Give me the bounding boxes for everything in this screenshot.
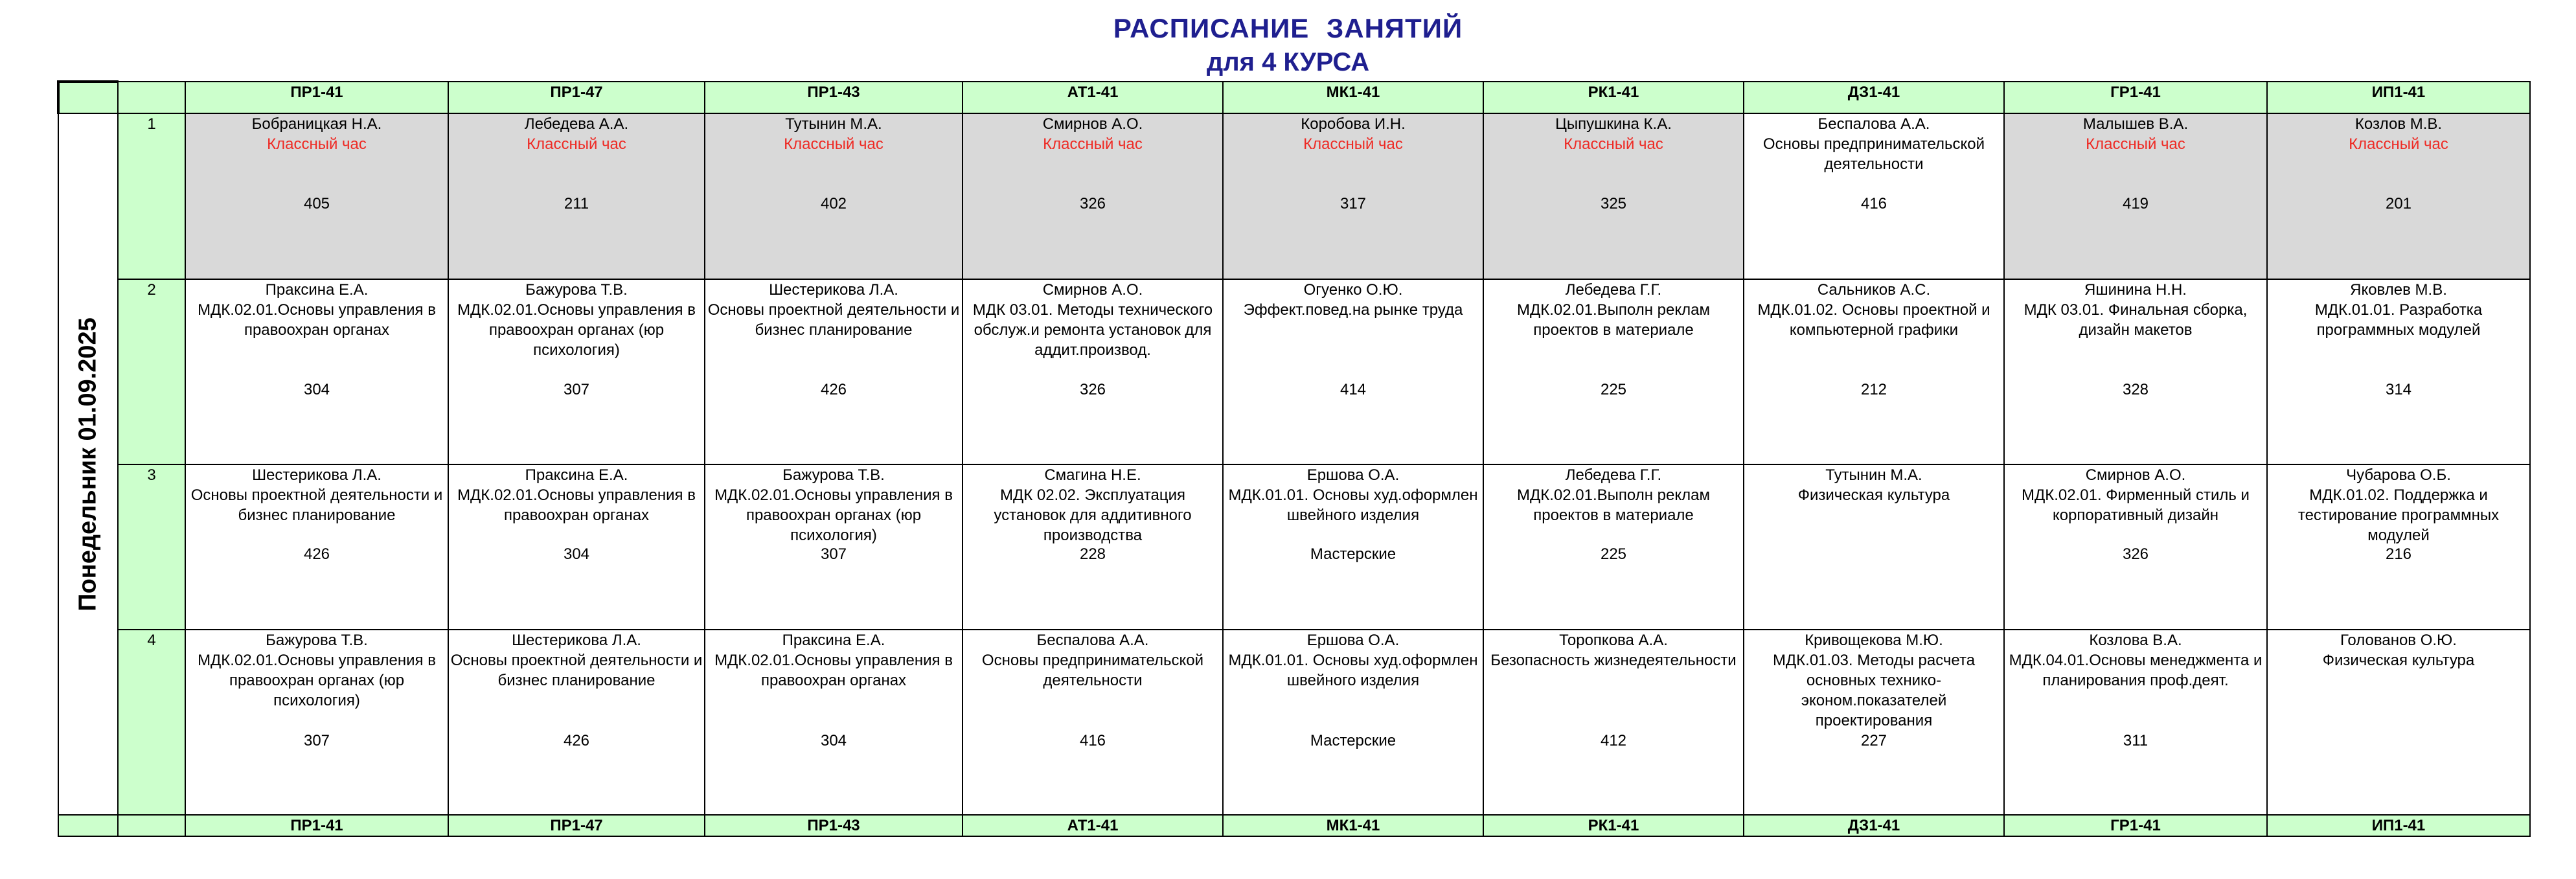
room-number: 412 — [1600, 732, 1627, 749]
group-header: ИП1-41 — [2267, 82, 2530, 113]
lesson-cell — [1483, 113, 1744, 279]
teacher-name: Огуенко О.Ю. — [1303, 281, 1403, 299]
room-number: 307 — [563, 381, 590, 398]
group-header-row — [58, 82, 2530, 113]
lesson-cell — [1744, 630, 2004, 815]
room-number: 307 — [820, 545, 847, 563]
room-number: 225 — [1600, 381, 1627, 398]
subject-name: Классный час — [2349, 135, 2448, 153]
teacher-name: Лебедева А.А. — [524, 115, 629, 133]
footer-corner-cell — [58, 815, 118, 836]
room-number: 414 — [1339, 381, 1367, 398]
room-number: 304 — [563, 545, 590, 563]
lesson-cell — [705, 464, 963, 630]
lesson-cell — [2267, 113, 2530, 279]
subject-name: Эффект.повед.на рынке труда — [1243, 301, 1463, 319]
subject-name: Физическая культура — [1797, 486, 1950, 504]
group-footer: АТ1-41 — [963, 815, 1223, 836]
teacher-name: Цыпушкина К.А. — [1555, 115, 1672, 133]
room-number: 314 — [2385, 381, 2412, 398]
day-label: Понедельник 01.09.2025 — [74, 317, 102, 611]
subject-name: МДК.02.01.Основы управления в правоохран органах — [714, 652, 953, 689]
teacher-name: Смирнов А.О. — [2085, 466, 2186, 484]
teacher-name: Лебедева Г.Г. — [1565, 466, 1662, 484]
teacher-name: Бажурова Т.В. — [266, 632, 368, 649]
subject-name: МДК 03.01. Финальная сборка, дизайн макетов — [2023, 301, 2248, 339]
group-footer-row — [58, 815, 2530, 836]
subject-name: Основы предпринимательской деятельности — [981, 652, 1204, 689]
corner-cell-2 — [118, 82, 185, 113]
lesson-cell — [185, 464, 448, 630]
lesson-cell — [1483, 279, 1744, 464]
footer-corner-cell-2 — [118, 815, 185, 836]
room-number: 211 — [564, 195, 589, 212]
period-row — [58, 113, 2530, 279]
room-number: 227 — [1860, 732, 1887, 749]
day-cell — [58, 113, 118, 815]
lesson-cell — [1744, 279, 2004, 464]
subject-name: Классный час — [267, 135, 367, 153]
teacher-name: Козлова В.А. — [2089, 632, 2182, 649]
group-header: ДЗ1-41 — [1744, 82, 2004, 113]
group-footer: ПР1-43 — [705, 815, 963, 836]
teacher-name: Яковлев М.В. — [2350, 281, 2447, 299]
lesson-cell — [185, 630, 448, 815]
subject-name: Классный час — [527, 135, 626, 153]
teacher-name: Беспалова А.А. — [1818, 115, 1930, 133]
subject-name: МДК.02.01.Основы управления в правоохран органах (юр психология) — [198, 652, 436, 709]
subject-name: Классный час — [1564, 135, 1663, 153]
subject-name: Классный час — [1303, 135, 1403, 153]
subject-name: МДК.02.01.Выполн реклам проектов в материале — [1517, 486, 1710, 524]
lesson-cell — [1744, 113, 2004, 279]
group-footer: ПР1-47 — [448, 815, 705, 836]
teacher-name: Смагина Н.Е. — [1044, 466, 1141, 484]
subject-name: Физическая культура — [2322, 652, 2475, 669]
teacher-name: Праксина Е.А. — [782, 632, 885, 649]
period-row — [58, 630, 2530, 815]
subject-name: МДК.01.02. Поддержка и тестирование программных модулей — [2297, 486, 2500, 544]
room-number: 326 — [2122, 545, 2149, 563]
subject-name: Классный час — [2086, 135, 2185, 153]
teacher-name: Шестерикова Л.А. — [252, 466, 382, 484]
teacher-name: Смирнов А.О. — [1042, 115, 1143, 133]
room-number: 402 — [820, 195, 847, 212]
teacher-name: Малышев В.А. — [2082, 115, 2189, 133]
lesson-cell — [1483, 464, 1744, 630]
room-number: 405 — [303, 195, 330, 212]
teacher-name: Яшинина Н.Н. — [2084, 281, 2187, 299]
group-footer: ДЗ1-41 — [1744, 815, 2004, 836]
lesson-cell — [963, 464, 1223, 630]
room-number: 426 — [563, 732, 590, 749]
subject-name: Безопасность жизнедеятельности — [1490, 652, 1737, 669]
room-number: 426 — [820, 381, 847, 398]
page-title: РАСПИСАНИЕ ЗАНЯТИЙ — [1113, 13, 1463, 43]
group-header: ПР1-43 — [705, 82, 963, 113]
teacher-name: Смирнов А.О. — [1042, 281, 1143, 299]
room-number: 317 — [1339, 195, 1367, 212]
subject-name: Основы проектной деятельности и бизнес планирование — [707, 301, 960, 339]
group-footer: МК1-41 — [1223, 815, 1483, 836]
teacher-name: Бажурова Т.В. — [782, 466, 885, 484]
lesson-cell — [448, 630, 705, 815]
subject-name: МДК 02.02. Эксплуатация установок для аддитивного производства — [994, 486, 1192, 544]
period-row — [58, 279, 2530, 464]
lesson-cell — [2004, 279, 2267, 464]
subject-name: Основы проектной деятельности и бизнес планирование — [450, 652, 703, 689]
room-number: 212 — [1860, 381, 1887, 398]
room-number: 426 — [303, 545, 330, 563]
subject-name: МДК.02.01. Фирменный стиль и корпоративный дизайн — [2022, 486, 2250, 524]
group-header: ПР1-47 — [448, 82, 705, 113]
room-number: 307 — [303, 732, 330, 749]
lesson-cell — [1223, 279, 1483, 464]
lesson-cell — [963, 113, 1223, 279]
teacher-name: Бажурова Т.В. — [525, 281, 628, 299]
lesson-cell — [2004, 113, 2267, 279]
lesson-cell — [448, 113, 705, 279]
teacher-name: Кривощекова М.Ю. — [1805, 632, 1943, 649]
teacher-name: Шестерикова Л.А. — [769, 281, 898, 299]
lesson-cell — [2267, 279, 2530, 464]
corner-cell — [58, 82, 118, 113]
subject-name: МДК.01.01. Основы худ.оформлен швейного изделия — [1228, 652, 1478, 689]
lesson-cell — [185, 279, 448, 464]
subject-name: МДК.01.02. Основы проектной и компьютерной графики — [1757, 301, 1990, 339]
teacher-name: Ершова О.А. — [1306, 466, 1400, 484]
subject-name: МДК.02.01.Выполн реклам проектов в материале — [1517, 301, 1710, 339]
lesson-cell — [705, 630, 963, 815]
subject-name: МДК.02.01.Основы управления в правоохран органах — [457, 486, 696, 524]
group-footer: РК1-41 — [1483, 815, 1744, 836]
room-number: 311 — [2123, 732, 2149, 749]
group-header: РК1-41 — [1483, 82, 1744, 113]
teacher-name: Ершова О.А. — [1306, 632, 1400, 649]
lesson-cell — [705, 113, 963, 279]
room-number: 328 — [2122, 381, 2149, 398]
period-number: 1 — [118, 113, 185, 279]
room-number: 304 — [820, 732, 847, 749]
lesson-cell — [1223, 113, 1483, 279]
lesson-cell — [2004, 630, 2267, 815]
lesson-cell — [1483, 630, 1744, 815]
teacher-name: Коробова И.Н. — [1301, 115, 1406, 133]
schedule-table — [57, 80, 2531, 837]
page-subtitle: для 4 КУРСА — [1206, 48, 1370, 76]
subject-name: Основы предпринимательской деятельности — [1762, 135, 1985, 173]
group-footer: ИП1-41 — [2267, 815, 2530, 836]
group-footer: ПР1-41 — [185, 815, 448, 836]
teacher-name: Козлов М.В. — [2354, 115, 2443, 133]
teacher-name: Бобраницкая Н.А. — [251, 115, 382, 133]
teacher-name: Праксина Е.А. — [525, 466, 628, 484]
subject-name: Классный час — [784, 135, 883, 153]
room-number: 201 — [2385, 195, 2412, 212]
lesson-cell — [963, 630, 1223, 815]
teacher-name: Тутынин М.А. — [785, 115, 882, 133]
lesson-cell — [1223, 630, 1483, 815]
teacher-name: Сальников А.С. — [1817, 281, 1931, 299]
room-number: Мастерские — [1310, 545, 1396, 563]
subject-name: МДК.02.01.Основы управления в правоохран органах — [198, 301, 436, 339]
room-number: 216 — [2385, 545, 2412, 563]
lesson-cell — [1223, 464, 1483, 630]
subject-name: МДК 03.01. Методы технического обслуж.и ремонта установок для аддит.производ. — [972, 301, 1213, 359]
room-number: 304 — [303, 381, 330, 398]
room-number: 325 — [1600, 195, 1627, 212]
teacher-name: Лебедева Г.Г. — [1565, 281, 1662, 299]
lesson-cell — [963, 279, 1223, 464]
teacher-name: Торопкова А.А. — [1559, 632, 1668, 649]
room-number: 228 — [1079, 545, 1106, 563]
lesson-cell — [448, 279, 705, 464]
lesson-cell — [2267, 630, 2530, 815]
teacher-name: Голованов О.Ю. — [2340, 632, 2457, 649]
group-header: АТ1-41 — [963, 82, 1223, 113]
teacher-name: Чубарова О.Б. — [2346, 466, 2451, 484]
teacher-name: Праксина Е.А. — [265, 281, 369, 299]
subject-name: Основы проектной деятельности и бизнес планирование — [190, 486, 443, 524]
period-number: 4 — [118, 630, 185, 815]
lesson-cell — [448, 464, 705, 630]
period-row — [58, 464, 2530, 630]
subject-name: Классный час — [1043, 135, 1143, 153]
group-footer: ГР1-41 — [2004, 815, 2267, 836]
lesson-cell — [185, 113, 448, 279]
room-number: 416 — [1860, 195, 1887, 212]
subject-name: МДК.02.01.Основы управления в правоохран органах (юр психология) — [714, 486, 953, 544]
lesson-cell — [2267, 464, 2530, 630]
room-number: 326 — [1079, 195, 1106, 212]
room-number: 416 — [1079, 732, 1106, 749]
teacher-name: Тутынин М.А. — [1825, 466, 1922, 484]
room-number: Мастерские — [1310, 732, 1396, 749]
subject-name: МДК.01.01. Основы худ.оформлен швейного изделия — [1228, 486, 1478, 524]
subject-name: МДК.01.01. Разработка программных модулей — [2314, 301, 2483, 339]
room-number: 419 — [2122, 195, 2149, 212]
subject-name: МДК.02.01.Основы управления в правоохран органах (юр психология) — [457, 301, 696, 359]
period-number: 3 — [118, 464, 185, 630]
lesson-cell — [1744, 464, 2004, 630]
lesson-cell — [2004, 464, 2267, 630]
room-number: 225 — [1600, 545, 1627, 563]
group-header: МК1-41 — [1223, 82, 1483, 113]
group-header: ГР1-41 — [2004, 82, 2267, 113]
room-number: 326 — [1079, 381, 1106, 398]
teacher-name: Беспалова А.А. — [1036, 632, 1149, 649]
subject-name: МДК.04.01.Основы менеджмента и планирования проф.деят. — [2009, 652, 2263, 689]
lesson-cell — [705, 279, 963, 464]
group-header: ПР1-41 — [185, 82, 448, 113]
teacher-name: Шестерикова Л.А. — [512, 632, 641, 649]
subject-name: МДК.01.03. Методы расчета основных технико-эконом.показателей проектирования — [1772, 652, 1976, 729]
period-number: 2 — [118, 279, 185, 464]
